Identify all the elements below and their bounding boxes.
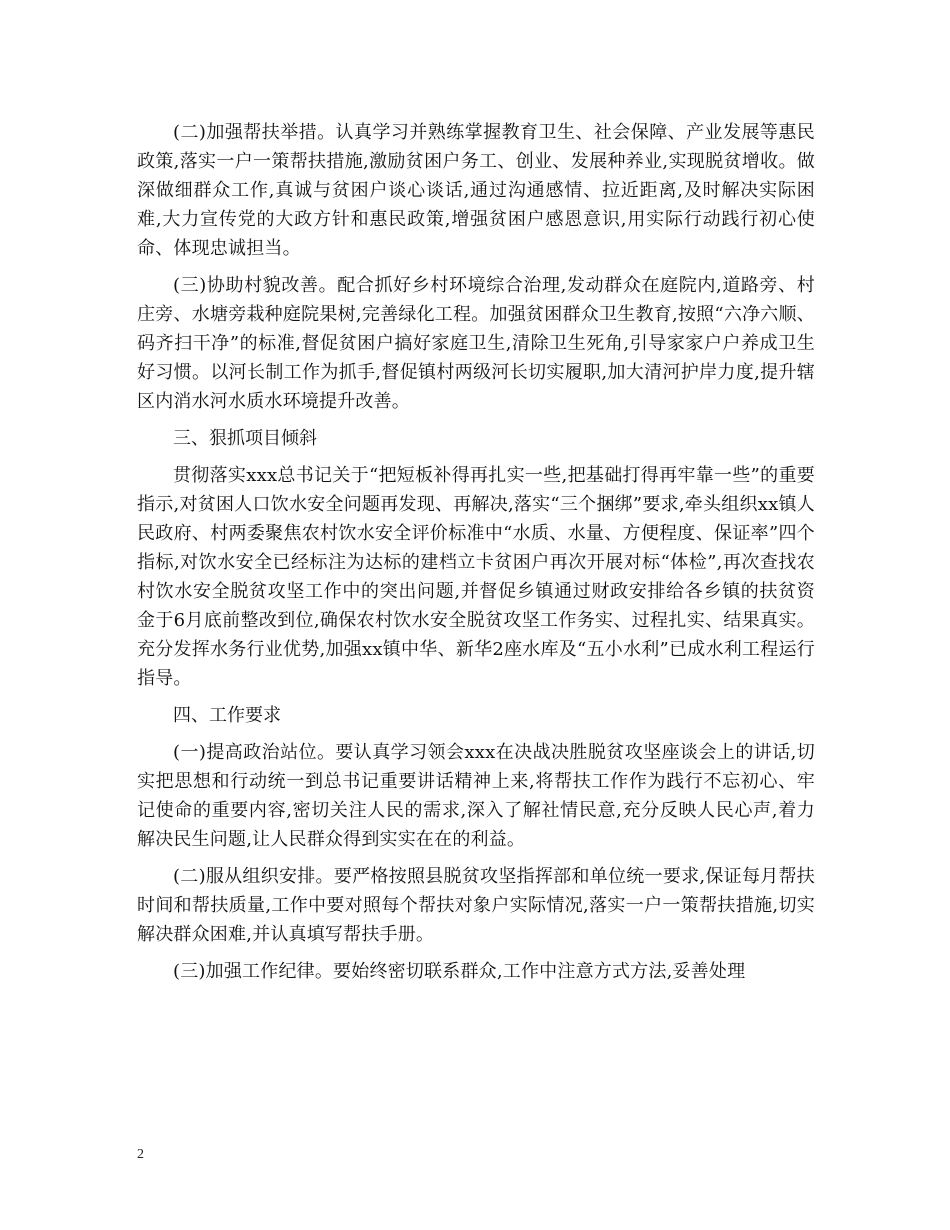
paragraph-drinking-water: 贯彻落实xxx总书记关于“把短板补得再扎实一些,把基础打得再牢靠一些”的重要指示,对贫困人口饮水安全问题再发现、再解决,落实“三个捆绑”要求,牵头组织xx镇人民政府、村两委聚焦农村饮水安全评价标准中“水质、水量、方便程度、保证率”四个指标,对饮水安全已经标注为达标的建档立卡贫困户再次开展对标“体检”,再次查找农村饮水安全脱贫攻坚工作中的突出问题,并督促乡镇通过财政安排给各乡镇的扶贫资金于6月底前整改到位,确保农村饮水安全脱贫攻坚工作务实、过程扎实、结果真实。充分发挥水务行业优势,加强xx镇中华、新华2座水库及“五小水利”已成水利工程运行指导。 [137,465,815,689]
paragraph-village-improvement: (三)协助村貌改善。配合抓好乡村环境综合治理,发动群众在庭院内,道路旁、村庄旁、水塘旁栽种庭院果树,完善绿化工程。加强贫困群众卫生教育,按照“六净六顺、码齐扫干净”的标准,督促贫困户搞好家庭卫生,清除卫生死角,引导家家户户养成卫生好习惯。以河长制工作为抓手,督促镇村两级河长切实履职,加大清河护岸力度,提升辖区内消水河水质水环境提升改善。 [137,275,815,412]
paragraph-political-standing: (一)提高政治站位。要认真学习领会xxx在决战决胜脱贫攻坚座谈会上的讲话,切实把思想和行动统一到总书记重要讲话精神上来,将帮扶工作作为践行不忘初心、牢记使命的重要内容,密切关注人民的需求,深入了解社情民意,充分反映人民心声,着力解决民生问题,让人民群众得到实实在在的利益。 [137,742,815,850]
page-number: 2 [137,1147,144,1162]
paragraph-work-discipline: (三)加强工作纪律。要始终密切联系群众,工作中注意方式方法,妥善处理 [173,961,746,982]
section-heading-work-requirements: 四、工作要求 [173,705,281,726]
paragraph-strengthen-assistance: (二)加强帮扶举措。认真学习并熟练掌握教育卫生、社会保障、产业发展等惠民政策,落实一户一策帮扶措施,激励贫困户务工、创业、发展种养业,实现脱贫增收。做深做细群众工作,真诚与贫困户谈心谈话,通过沟通感情、拉近距离,及时解决实际困难,大力宣传党的大政方针和惠民政策,增强贫困户感恩意识,用实际行动践行初心使命、体现忠诚担当。 [137,122,815,259]
document-body [137,118,815,986]
section-heading-project-tilt: 三、狠抓项目倾斜 [173,428,317,449]
paragraph-obey-arrangements: (二)服从组织安排。要严格按照县脱贫攻坚指挥部和单位统一要求,保证每月帮扶时间和帮扶质量,工作中要对照每个帮扶对象户实际情况,落实一户一策帮扶措施,切实解决群众困难,并认真填写帮扶手册。 [137,866,815,945]
